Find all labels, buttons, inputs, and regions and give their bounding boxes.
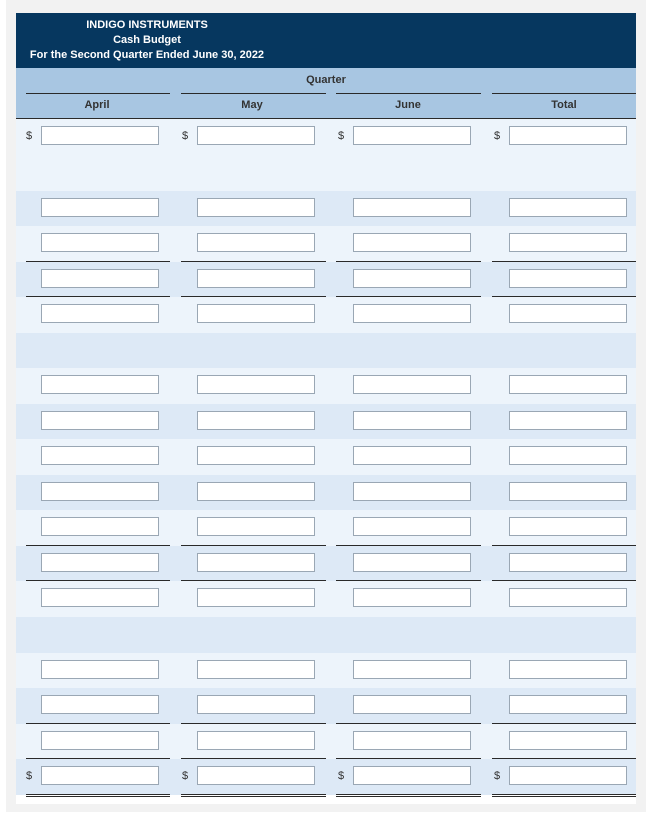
amount-input-may[interactable] <box>197 553 315 572</box>
subtotal-rule <box>336 261 481 262</box>
amount-input-total[interactable] <box>509 304 627 323</box>
amount-input-june[interactable] <box>353 411 471 430</box>
amount-input-total[interactable] <box>509 766 627 785</box>
amount-input-total[interactable] <box>509 482 627 501</box>
amount-input-june[interactable] <box>353 375 471 394</box>
amount-input-total[interactable] <box>509 695 627 714</box>
amount-input-april[interactable] <box>41 553 159 572</box>
table-row <box>16 297 636 333</box>
amount-input-april[interactable] <box>41 660 159 679</box>
amount-input-total[interactable] <box>509 517 627 536</box>
table-row <box>16 724 636 760</box>
amount-input-may[interactable] <box>197 233 315 252</box>
amount-input-may[interactable] <box>197 126 315 145</box>
amount-input-total[interactable] <box>509 126 627 145</box>
amount-input-total[interactable] <box>509 660 627 679</box>
total-double-rule <box>26 796 170 797</box>
amount-input-may[interactable] <box>197 517 315 536</box>
amount-input-may[interactable] <box>197 588 315 607</box>
subtotal-rule <box>336 723 481 724</box>
quarter-group-header <box>16 68 636 93</box>
amount-input-may[interactable] <box>197 695 315 714</box>
total-double-rule <box>181 794 326 795</box>
column-header-may: May <box>241 99 263 111</box>
currency-symbol: $ <box>26 770 33 782</box>
amount-input-june[interactable] <box>353 126 471 145</box>
amount-input-april[interactable] <box>41 304 159 323</box>
amount-input-total[interactable] <box>509 198 627 217</box>
table-row <box>16 226 636 262</box>
subtotal-rule <box>26 296 170 297</box>
currency-symbol: $ <box>338 130 345 142</box>
amount-input-june[interactable] <box>353 269 471 288</box>
currency-symbol: $ <box>182 130 189 142</box>
amount-input-june[interactable] <box>353 304 471 323</box>
amount-input-may[interactable] <box>197 269 315 288</box>
amount-input-april[interactable] <box>41 198 159 217</box>
column-header-april: April <box>84 99 110 111</box>
subtotal-rule <box>336 758 481 759</box>
report-title: Cash Budget <box>113 34 181 46</box>
subtotal-rule <box>492 545 636 546</box>
amount-input-april[interactable] <box>41 695 159 714</box>
amount-input-may[interactable] <box>197 375 315 394</box>
subtotal-rule <box>181 580 326 581</box>
amount-input-april[interactable] <box>41 375 159 394</box>
amount-input-total[interactable] <box>509 375 627 394</box>
header-rule-april <box>26 93 170 94</box>
total-double-rule <box>492 796 636 797</box>
amount-input-total[interactable] <box>509 553 627 572</box>
amount-input-june[interactable] <box>353 482 471 501</box>
currency-symbol: $ <box>26 130 33 142</box>
subtotal-rule <box>492 758 636 759</box>
table-row <box>16 510 636 546</box>
total-double-rule <box>181 796 326 797</box>
table-row <box>16 155 636 191</box>
table-row <box>16 262 636 298</box>
subtotal-rule <box>181 261 326 262</box>
total-double-rule <box>336 794 481 795</box>
amount-input-april[interactable] <box>41 517 159 536</box>
table-row <box>16 439 636 475</box>
amount-input-may[interactable] <box>197 446 315 465</box>
header-rule-june <box>336 93 481 94</box>
amount-input-total[interactable] <box>509 269 627 288</box>
column-headers <box>16 93 636 119</box>
table-row <box>16 368 636 404</box>
column-header-june: June <box>395 99 421 111</box>
subtotal-rule <box>26 580 170 581</box>
amount-input-june[interactable] <box>353 198 471 217</box>
amount-input-april[interactable] <box>41 126 159 145</box>
header-rule-total <box>492 93 636 94</box>
amount-input-april[interactable] <box>41 411 159 430</box>
subtotal-rule <box>26 758 170 759</box>
subtotal-rule <box>492 261 636 262</box>
table-row <box>16 546 636 582</box>
header-rule-may <box>181 93 326 94</box>
subtotal-rule <box>26 545 170 546</box>
amount-input-june[interactable] <box>353 446 471 465</box>
amount-input-june[interactable] <box>353 695 471 714</box>
amount-input-may[interactable] <box>197 731 315 750</box>
table-row <box>16 653 636 689</box>
subtotal-rule <box>26 261 170 262</box>
subtotal-rule <box>26 723 170 724</box>
table-row <box>16 617 636 653</box>
table-row <box>16 759 636 795</box>
amount-input-april[interactable] <box>41 588 159 607</box>
amount-input-june[interactable] <box>353 731 471 750</box>
amount-input-may[interactable] <box>197 411 315 430</box>
amount-input-april[interactable] <box>41 233 159 252</box>
table-row <box>16 119 636 155</box>
table-row <box>16 191 636 227</box>
amount-input-may[interactable] <box>197 482 315 501</box>
company-name: INDIGO INSTRUMENTS <box>86 19 208 31</box>
column-header-total: Total <box>551 99 577 111</box>
cash-budget-sheet <box>16 13 636 804</box>
report-period: For the Second Quarter Ended June 30, 2022 <box>29 49 265 61</box>
subtotal-rule <box>181 545 326 546</box>
amount-input-april[interactable] <box>41 269 159 288</box>
amount-input-april[interactable] <box>41 731 159 750</box>
amount-input-june[interactable] <box>353 233 471 252</box>
amount-input-may[interactable] <box>197 766 315 785</box>
table-row <box>16 404 636 440</box>
total-double-rule <box>336 796 481 797</box>
subtotal-rule <box>181 758 326 759</box>
subtotal-rule <box>492 296 636 297</box>
amount-input-total[interactable] <box>509 731 627 750</box>
amount-input-total[interactable] <box>509 446 627 465</box>
amount-input-total[interactable] <box>509 588 627 607</box>
amount-input-april[interactable] <box>41 482 159 501</box>
amount-input-june[interactable] <box>353 588 471 607</box>
table-row <box>16 475 636 511</box>
subtotal-rule <box>492 580 636 581</box>
subtotal-rule <box>181 723 326 724</box>
table-row <box>16 581 636 617</box>
table-row <box>16 333 636 369</box>
amount-input-may[interactable] <box>197 660 315 679</box>
total-double-rule <box>26 794 170 795</box>
currency-symbol: $ <box>182 770 189 782</box>
quarter-label: Quarter <box>306 74 346 86</box>
amount-input-june[interactable] <box>353 517 471 536</box>
amount-input-may[interactable] <box>197 198 315 217</box>
amount-input-april[interactable] <box>41 766 159 785</box>
currency-symbol: $ <box>338 770 345 782</box>
currency-symbol: $ <box>494 770 501 782</box>
table-row <box>16 688 636 724</box>
amount-input-may[interactable] <box>197 304 315 323</box>
subtotal-rule <box>336 296 481 297</box>
report-header <box>16 13 636 68</box>
currency-symbol: $ <box>494 130 501 142</box>
amount-input-total[interactable] <box>509 233 627 252</box>
amount-input-april[interactable] <box>41 446 159 465</box>
amount-input-june[interactable] <box>353 660 471 679</box>
amount-input-june[interactable] <box>353 766 471 785</box>
subtotal-rule <box>181 296 326 297</box>
subtotal-rule <box>336 545 481 546</box>
total-double-rule <box>492 794 636 795</box>
amount-input-total[interactable] <box>509 411 627 430</box>
subtotal-rule <box>492 723 636 724</box>
amount-input-june[interactable] <box>353 553 471 572</box>
subtotal-rule <box>336 580 481 581</box>
